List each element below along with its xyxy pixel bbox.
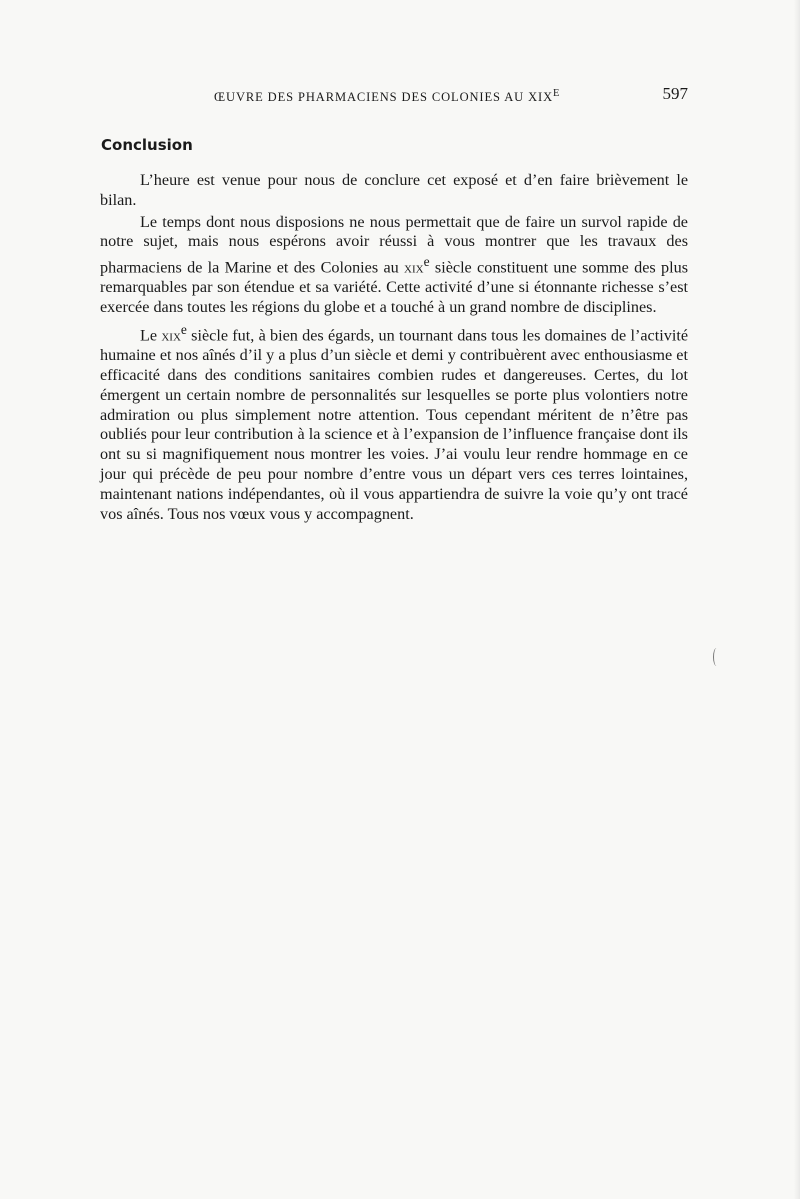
section-heading: Conclusion	[101, 136, 193, 154]
paragraph-3-text-b: siècle fut, à bien des égards, un tournant dans tous les domaines de l’activité humaine et nos aînés d’il y a plus d’un siècle et demi y contribuèrent avec enthousiasme et efficacité dans des conditions sanitaires combien rudes et dangereuses. Certes, du lot émergent un certain nombre de personnalités sur lesquelles se porte plus volontiers notre admiration ou plus simplement notre attention. Tous cependant méritent de n’être pas oubliés pour leur contribution à la science et à l’expansion de l’influence française dont ils ont su si magnifiquement nous montrer les voies. J’ai voulu leur rendre hommage en ce jour qui précède de peu pour nombre d’entre vous un départ vers ces terres lointaines, maintenant nations indépendantes, où il vous appartiendra de suivre la voie qu’y ont tracé vos aînés. Tous nos vœux vous y accompagnent.	[100, 326, 688, 523]
paragraph-3	[100, 320, 688, 524]
paragraph-3-text-a: Le	[140, 326, 162, 345]
body-text	[100, 171, 688, 526]
paragraph-2	[100, 213, 688, 318]
paragraph-2-superscript: e	[423, 254, 430, 270]
scan-mark	[713, 648, 720, 666]
running-title-superscript: E	[553, 88, 561, 99]
running-title-century: XIX	[528, 90, 554, 105]
paragraph-2-text-a: Le temps dont nous disposions ne nous permettait que de faire un survol rapide de notre sujet, mais nous espérons avoir réussi à vous montrer que les travaux des pharmaciens de la Marine et des Colonies au	[100, 212, 688, 277]
running-header	[100, 84, 688, 108]
page-number: 597	[662, 84, 688, 103]
paragraph-3-century: xix	[161, 326, 181, 345]
paragraph-1: L’heure est venue pour nous de conclure cet exposé et d’en faire brièvement le bilan.	[100, 171, 688, 209]
paragraph-2-century: xix	[404, 258, 424, 277]
paragraph-3-superscript: e	[180, 321, 187, 337]
running-title	[214, 88, 560, 105]
running-title-text: ŒUVRE DES PHARMACIENS DES COLONIES AU	[214, 90, 529, 105]
page-edge-shadow	[794, 0, 800, 1199]
paragraph-2-text-b: siècle constituent une somme des plus remarquables par son étendue et sa variété. Cette activité d’une si étonnante richesse s’est exercée dans toutes les régions du globe et a touché à un grand nombre de disciplines.	[100, 258, 688, 317]
